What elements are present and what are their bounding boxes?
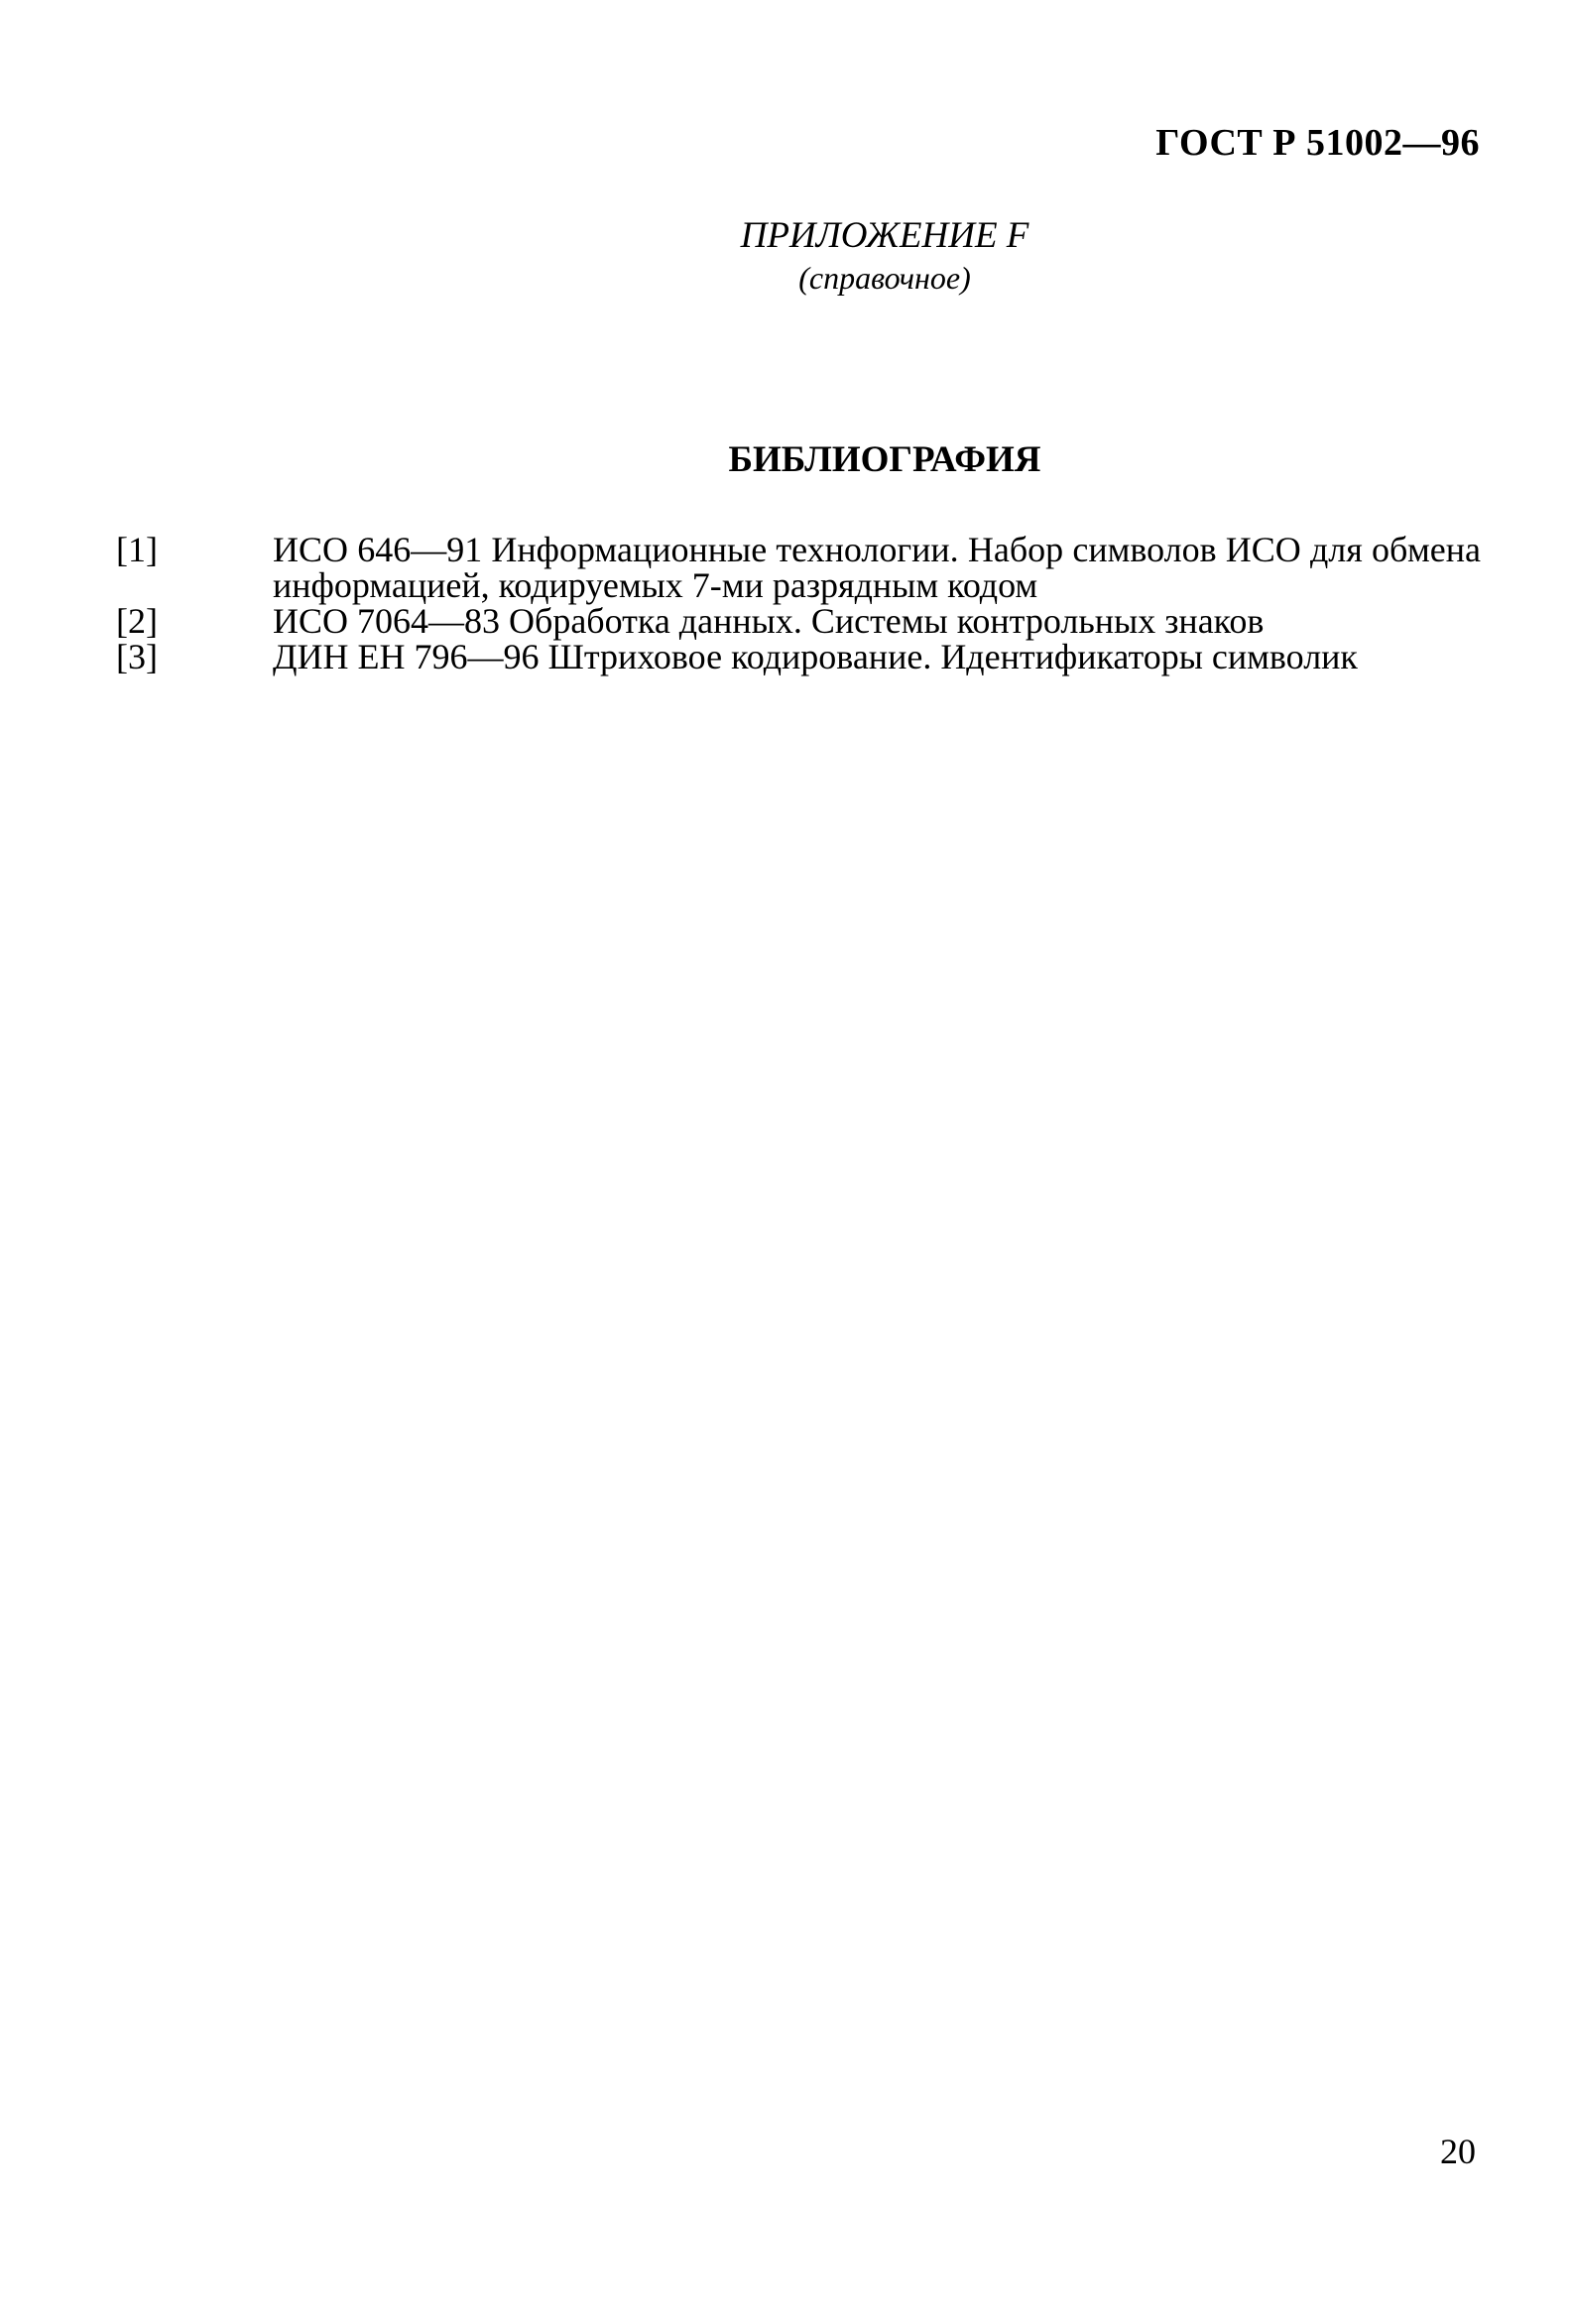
reference-number: [2] (116, 601, 158, 641)
reference-item (116, 532, 1481, 603)
page-number: 20 (1440, 2132, 1476, 2171)
annex-subtitle: (справочное) (798, 260, 971, 296)
reference-number: [3] (116, 637, 158, 676)
reference-text: ИСО 646—91 Информационные технологии. Набор символов ИСО для обмена информацией, кодируемых 7-ми разрядным кодом (273, 530, 1481, 605)
reference-number: [1] (116, 530, 158, 569)
annex-title: ПРИЛОЖЕНИЕ F (740, 215, 1029, 256)
reference-text: ИСО 7064—83 Обработка данных. Системы контрольных знаков (273, 601, 1265, 641)
document-header: ГОСТ Р 51002—96 (1155, 122, 1480, 164)
reference-list (116, 532, 1481, 674)
section-title: БИБЛИОГРАФИЯ (728, 439, 1041, 480)
reference-text: ДИН ЕН 796—96 Штриховое кодирование. Идентификаторы символик (273, 637, 1358, 676)
reference-item (116, 603, 1481, 639)
reference-item (116, 639, 1481, 674)
